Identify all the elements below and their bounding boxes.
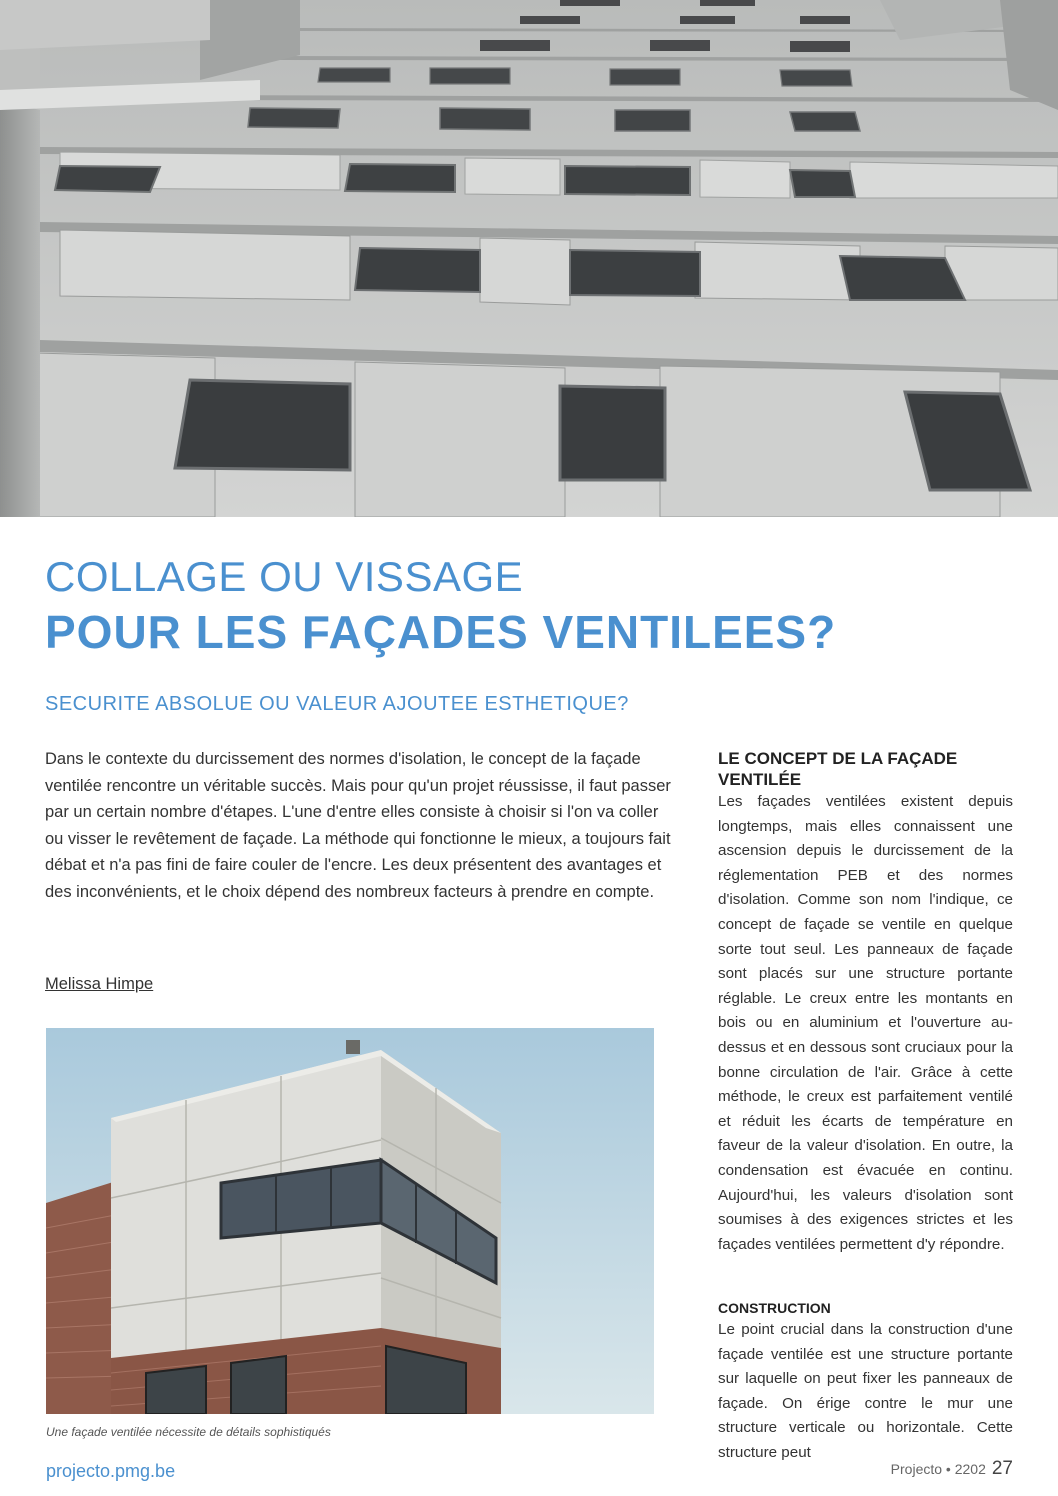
title-line-1: COLLAGE OU VISSAGE [45, 553, 524, 600]
photo-caption: Une façade ventilée nécessite de détails sophistiqués [46, 1425, 331, 1439]
magazine-issue: Projecto • 2202 [890, 1461, 986, 1477]
facade-photo-icon [0, 0, 1058, 517]
intro-paragraph: Dans le contexte du durcissement des normes d'isolation, le concept de la façade ventilée rencontre un véritable succès. Mais pour qu'un projet réussisse, il faut passer par un certain nombre d'étapes. L'une d'entre elles consiste à choisir si l'on va coller ou visser le revêtement de façade. La méthode qui fonctionne le mieux, a toujours fait débat et n'a pas fini de faire couler de l'encre. Les deux présentent des avantages et des inconvénients, et le choix dépend des nombreux facteurs à prendre en compte. [45, 750, 671, 901]
concept-section [718, 748, 1013, 1257]
concept-body: Les façades ventilées existent depuis longtemps, mais elles connaissent une ascension depuis le durcissement de la réglementation PEB et des normes d'isolation. Comme son nom l'indique, ce concept de façade se ventile en quelque sorte tout seul. Les panneaux de façade sont placés sur une structure portante réglable. Le creux entre les montants en bois ou en aluminium et l'ouverture au-dessus et en dessous sont cruciaux pour la bonne circulation de l'air. Grâce à cette méthode, le creux est parfaitement ventilé et réduit les écarts de température en faveur de la valeur d'isolation. En outre, la condensation est évacuée en continu. Aujourd'hui, les valeurs d'isolation sont soumises à des exigences strictes et les façades ventilées permettent d'y répondre. [718, 793, 1013, 1253]
building-photo [46, 1028, 654, 1414]
construction-heading: CONSTRUCTION [718, 1300, 831, 1316]
construction-section [718, 1298, 1013, 1466]
page-number: 27 [991, 1458, 1013, 1479]
construction-body: Le point crucial dans la construction d'une façade ventilée est une structure portante sur laquelle on peut fixer les panneaux de façade. On érige contre le mur une structure verticale ou horizontale. Cette structure peut [718, 1321, 1013, 1461]
author-name: Melissa Himpe [45, 975, 154, 993]
footer-website[interactable]: projecto.pmg.be [46, 1461, 176, 1481]
building-photo-icon [46, 1028, 654, 1414]
concept-heading: LE CONCEPT DE LA FAÇADE VENTILÉE [718, 749, 958, 789]
subtitle: SECURITE ABSOLUE OU VALEUR AJOUTEE ESTHETIQUE? [45, 693, 629, 715]
title-line-2: POUR LES FAÇADES VENTILEES? [45, 606, 837, 658]
hero-facade-photo [0, 0, 1058, 517]
footer-page-info [891, 1455, 1013, 1484]
